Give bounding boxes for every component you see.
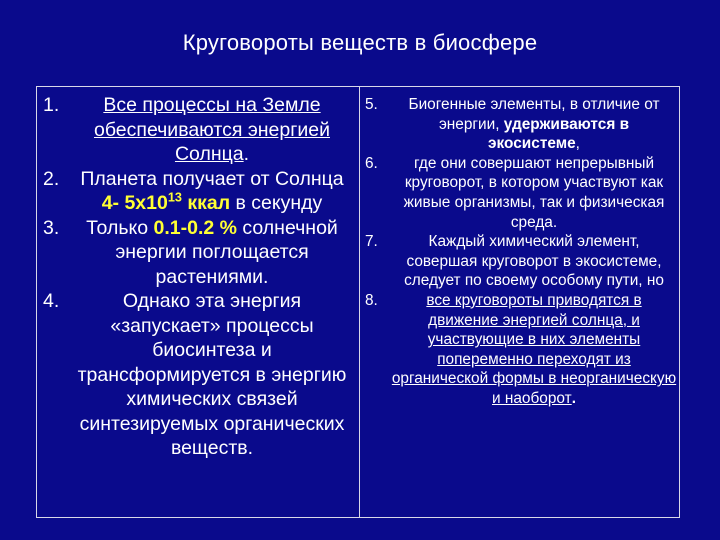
item-number: 5. — [365, 96, 378, 113]
item-number: 8. — [365, 291, 378, 309]
item-text: Однако эта энергия «запускает» процессы биосинтеза и трансформируется в энергию химических связей синтезируемых органических веществ. — [77, 290, 347, 459]
list-item-7 — [365, 232, 677, 291]
left-column — [43, 93, 355, 461]
item-number: 1. — [43, 94, 60, 116]
content-panel — [36, 86, 680, 518]
list-item-8 — [365, 291, 677, 409]
item-text-end: , — [575, 135, 580, 153]
list-item-5 — [365, 95, 677, 154]
item-number: 3. — [43, 216, 60, 239]
column-divider — [359, 87, 360, 517]
item-number: 2. — [43, 167, 60, 190]
item-text-end: в секунду — [230, 192, 323, 214]
item-text — [69, 93, 355, 167]
item-text: где они совершают непрерывный круговорот, в котором участвуют как живые организмы, так и физическая среда. — [403, 154, 665, 231]
energy-value: 4- 5x10 — [101, 192, 168, 214]
item-text-start: Биогенные элементы, в отличие от энергии, — [408, 96, 660, 133]
underlined-text: Все процессы на Земле обеспечиваются энергией Солнца — [94, 94, 330, 165]
energy-unit: ккал — [181, 192, 231, 214]
item-number: 7. — [365, 233, 378, 251]
bold-text: удерживаются в экосистеме — [488, 115, 630, 153]
item-text-end: солнечной энергии поглощается растениями. — [115, 216, 338, 288]
item-text — [391, 291, 677, 409]
right-column — [365, 95, 677, 409]
item-text — [69, 167, 355, 216]
list-item-4 — [43, 289, 355, 461]
item-number: 4. — [43, 290, 60, 312]
slide-title: Круговороты веществ в биосфере — [182, 30, 538, 55]
item-text-end: . — [243, 143, 250, 165]
list-item-2 — [43, 167, 355, 216]
item-text-start: Только — [86, 216, 154, 239]
list-item-3 — [43, 216, 355, 290]
item-text-end: . — [571, 389, 576, 407]
underlined-text: все круговороты приводятся в движение энергией солнца, и участвующие в них элементы попеременно переходят из органической формы в неорганическую и наоборот — [391, 291, 677, 407]
item-number: 6. — [365, 154, 378, 172]
item-text — [391, 95, 677, 154]
item-text: Каждый химический элемент, совершая круговорот в экосистеме, следует по своему особому пути, но — [404, 233, 664, 290]
item-text-start: Планета получает от Солнца — [80, 167, 344, 190]
item-text — [69, 216, 355, 290]
list-item-6 — [365, 154, 677, 232]
list-item-1 — [43, 93, 355, 167]
energy-exponent: 13 — [167, 190, 182, 205]
percent-value: 0.1-0.2 % — [153, 216, 237, 239]
